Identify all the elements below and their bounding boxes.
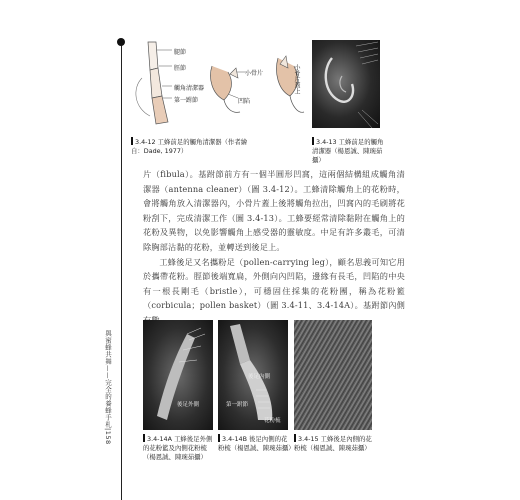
paragraph-2: 工蜂後足又名攜粉足（pollen-carrying leg），顧名思義可知它用於攜帶花粉。脛節後端寬扁，外側向內凹陷，邊緣有長毛，凹陷的中央有一根長剛毛（bristle），可穩固住採集的花粉團，稱為花粉籃（corbicula；pollen basket）（圖 3.4-11、3.4-14A）。基跗節內側 [143,256,405,311]
label-trochanter: 脛節 [174,65,187,72]
running-title: 與蜜蜂共舞——完全的養蜂手札|158 [104,330,112,445]
caption-3-4-15 [294,434,372,453]
caption-3-4-12 [131,137,253,156]
caption-text: 3.4-15 工蜂後足內側的花粉梳（楊恩誠、陳琬茹攝） [294,435,372,452]
label-notch: 凹陷 [238,98,251,105]
caption-text: 3.4-12 工蜂前足的觸角清潔器（作者繪自：Dade, 1977） [131,138,248,155]
figure-3-4-15-photo [294,320,372,430]
caption-3-4-13 [312,137,388,165]
label-spur-closed: 小骨片蓋上 [293,64,300,94]
antenna-cleaner-drawing [128,38,306,136]
figure-3-4-14b-photo [218,320,288,430]
margin-rule [121,40,122,500]
label-segment: 腿節 [174,49,187,56]
label-tibia-outer: 後足外側 [177,402,200,408]
paragraph-1: 片（fibula）。基跗節前方有一個半圓形凹窩，這兩個結構組成觸角清潔器（antenna cleaner）（圖 3.4-12）。工蜂清除觸角上的花粉時，會將觸角放入清潔器內，小骨片蓋上後將觸角拉出，凹窩內的毛刷將花粉刮下，完成清潔工作（圖 3.4-13）。工蜂要經常清除黏附在觸角上的花粉及異物，以免影響觸角上感受器的靈敏度。中足有許多叢毛，可清除胸部沾黏的花粉，並轉送到後足上。 [143,169,405,252]
figure-3-4-14a-photo [143,320,213,430]
pollen-basket-photo [143,320,213,430]
label-inner: 後足內側 [248,374,271,380]
caption-3-4-14b [218,434,295,453]
caption-marker [131,137,133,145]
caption-text: 3.4-14A 工蜂後足外側的花粉籃及內側花粉梳（楊恩誠、陳琬茹攝） [143,435,213,461]
antenna-cleaner-photo [312,40,380,128]
label-basitarsus: 第一跗節 [174,97,199,104]
caption-marker [218,434,220,442]
figure-3-4-13-photo [312,40,380,128]
label-comb: 花粉梳 [264,418,281,424]
caption-marker [312,137,314,145]
page-dot [117,38,125,46]
label-first: 第一跗節 [226,402,249,408]
label-spur: 小骨片 [245,70,264,77]
figure-3-4-12 [128,38,306,136]
caption-marker [143,434,145,442]
caption-3-4-14a [143,434,217,462]
caption-text: 3.4-14B 後足內側的花粉梳（楊恩誠、陳琬茹攝） [218,435,295,452]
caption-marker [294,434,296,442]
body-text [143,167,405,328]
caption-text: 3.4-13 工蜂前足的觸角清潔器（楊恩誠、陳琬茹攝） [312,138,384,164]
label-cleaner: 觸角清潔器 [174,85,205,92]
